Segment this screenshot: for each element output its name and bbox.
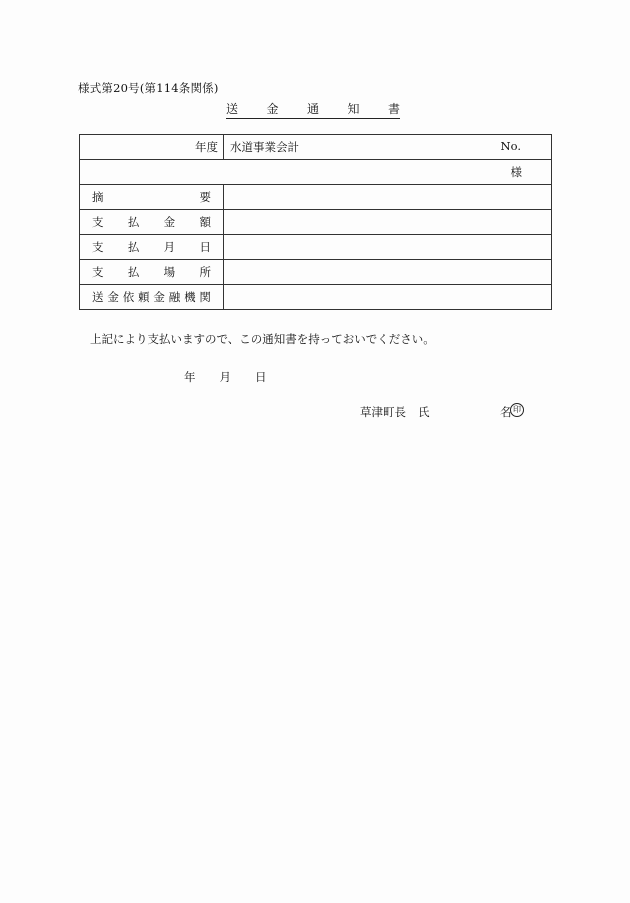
table-row-addressee	[80, 160, 552, 185]
title-char: 送	[226, 102, 239, 116]
row-label-amount: 支 払 金 額	[80, 210, 224, 235]
addressee-cell	[80, 160, 552, 185]
number-label: No.	[500, 139, 521, 153]
table-row	[80, 210, 552, 235]
year-label-cell	[80, 135, 224, 160]
row-value-payment-place	[224, 260, 552, 285]
row-label-description: 摘 要	[80, 185, 224, 210]
fiscal-year-label: 年度	[195, 140, 218, 154]
remittance-table	[79, 134, 552, 310]
signer-name-mark: 名	[500, 405, 512, 419]
signer-block	[360, 404, 530, 422]
title-char: 知	[347, 102, 360, 116]
date-line	[184, 369, 267, 385]
table-row	[80, 185, 552, 210]
seal-icon: 印	[510, 403, 524, 417]
signer-title: 草津町長	[360, 405, 406, 419]
row-value-amount	[224, 210, 552, 235]
account-cell	[224, 135, 552, 160]
form-number: 様式第20号(第114条関係)	[78, 81, 219, 95]
addressee-suffix: 様	[510, 165, 522, 179]
table-row	[80, 235, 552, 260]
notice-text: 上記により支払いますので、この通知書を持っておいでください。	[90, 332, 435, 346]
title-char: 書	[387, 102, 400, 116]
title-char: 通	[306, 102, 319, 116]
table-row	[80, 260, 552, 285]
document-title	[226, 100, 400, 119]
date-year: 年	[184, 370, 196, 384]
row-value-bank	[224, 285, 552, 310]
table-row-header	[80, 135, 552, 160]
date-month: 月	[219, 370, 231, 384]
date-day: 日	[255, 370, 267, 384]
title-char: 金	[266, 102, 279, 116]
row-value-payment-date	[224, 235, 552, 260]
account-name: 水道事業会計	[230, 140, 299, 154]
row-label-payment-date: 支 払 月 日	[80, 235, 224, 260]
row-label-bank: 送 金 依 頼 金 融 機 関	[80, 285, 224, 310]
signer-honorific: 氏	[418, 405, 430, 419]
table-row	[80, 285, 552, 310]
row-value-description	[224, 185, 552, 210]
row-label-payment-place: 支 払 場 所	[80, 260, 224, 285]
